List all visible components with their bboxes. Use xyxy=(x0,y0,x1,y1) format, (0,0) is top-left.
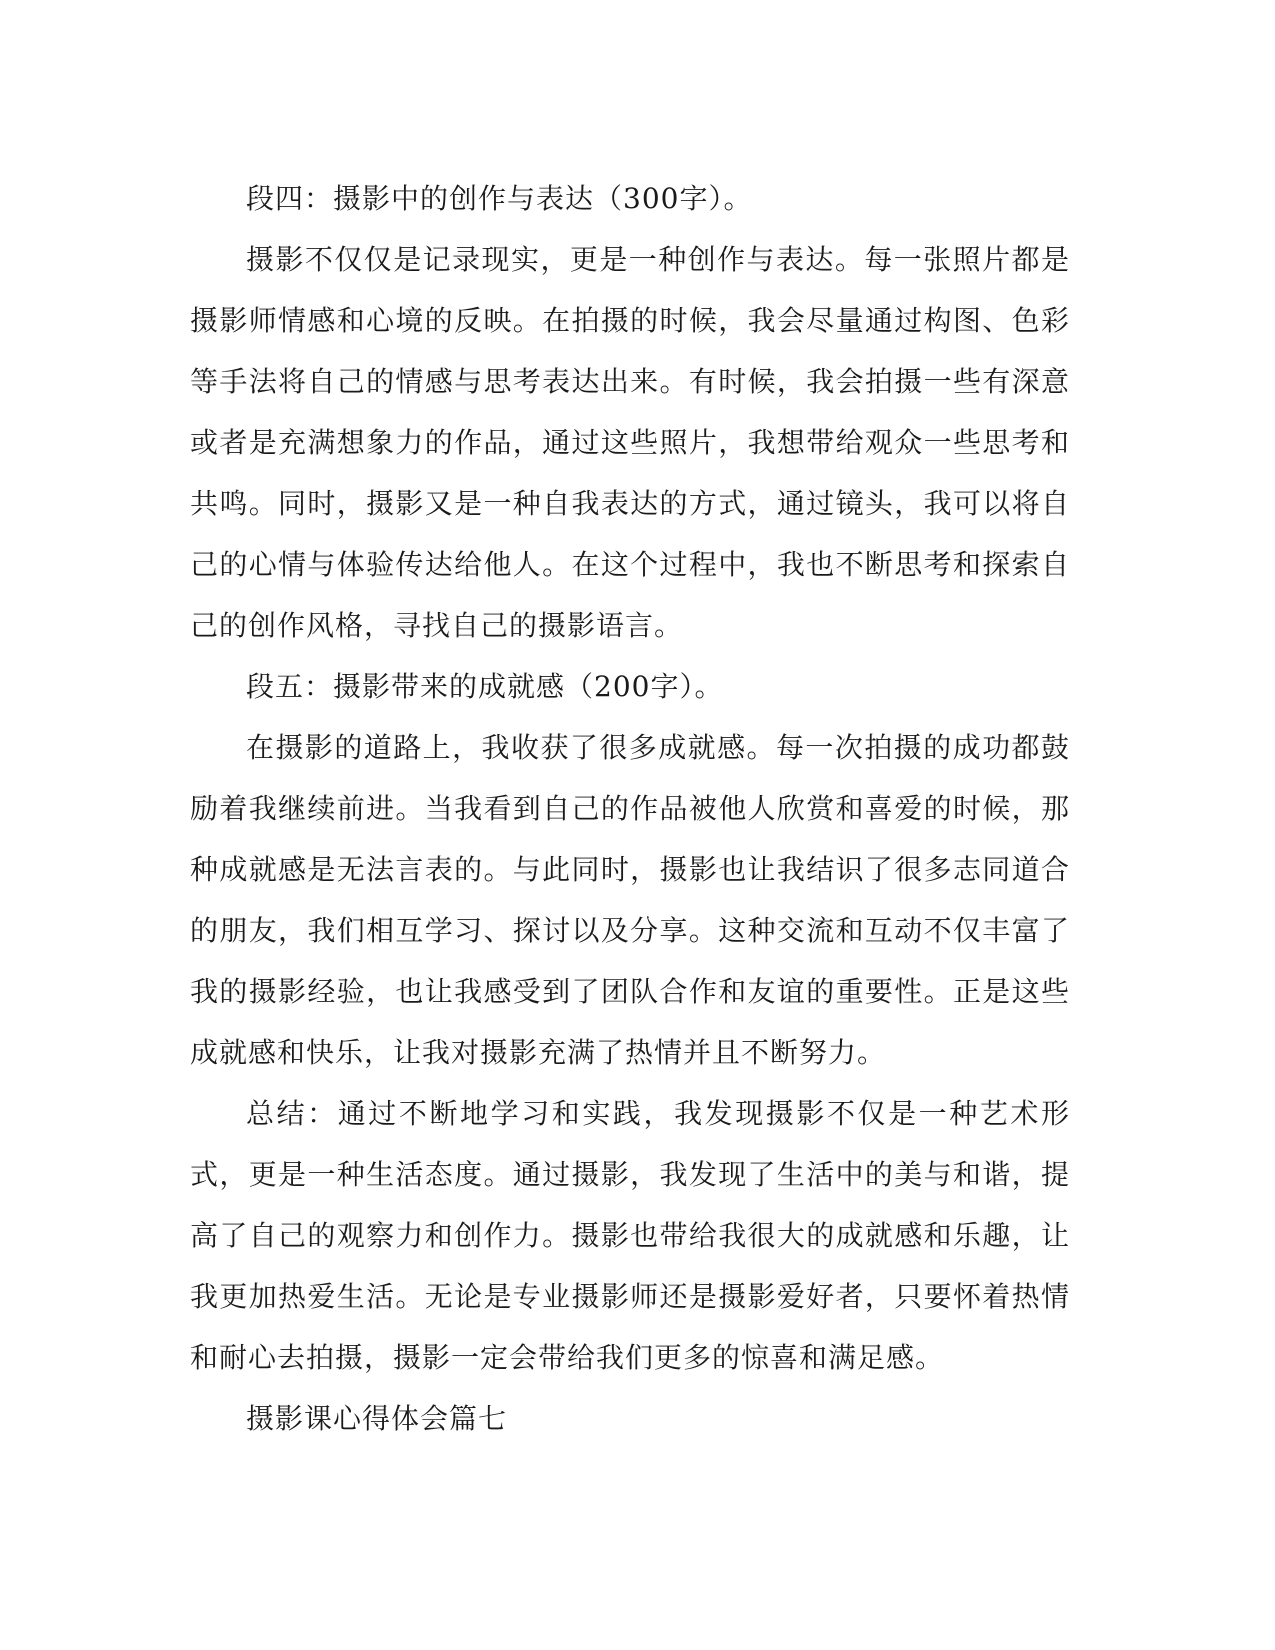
document-body xyxy=(190,168,1070,1449)
section-heading-4: 段四：摄影中的创作与表达（300字）。 xyxy=(246,182,753,215)
body-paragraph: 在摄影的道路上，我收获了很多成就感。每一次拍摄的成功都鼓励着我继续前进。当我看到自己的作品被他人欣赏和喜爱的时候，那种成就感是无法言表的。与此同时，摄影也让我结识了很多志同道合的朋友，我们相互学习、探讨以及分享。这种交流和互动不仅丰富了我的摄影经验，也让我感受到了团队合作和友谊的重要性。正是这些成就感和快乐，让我对摄影充满了热情并且不断努力。 xyxy=(190,731,1070,1069)
body-paragraph: 摄影不仅仅是记录现实，更是一种创作与表达。每一张照片都是摄影师情感和心境的反映。在拍摄的时候，我会尽量通过构图、色彩等手法将自己的情感与思考表达出来。有时候，我会拍摄一些有深意或者是充满想象力的作品，通过这些照片，我想带给观众一些思考和共鸣。同时，摄影又是一种自我表达的方式，通过镜头，我可以将自己的心情与体验传达给他人。在这个过程中，我也不断思考和探索自己的创作风格，寻找自己的摄影语言。 xyxy=(190,243,1070,642)
section-heading-5: 段五：摄影带来的成就感（200字）。 xyxy=(246,670,724,703)
chapter-title: 摄影课心得体会篇七 xyxy=(246,1402,508,1435)
summary-paragraph: 总结：通过不断地学习和实践，我发现摄影不仅是一种艺术形式，更是一种生活态度。通过摄影，我发现了生活中的美与和谐，提高了自己的观察力和创作力。摄影也带给我很大的成就感和乐趣，让我更加热爱生活。无论是专业摄影师还是摄影爱好者，只要怀着热情和耐心去拍摄，摄影一定会带给我们更多的惊喜和满足感。 xyxy=(190,1097,1070,1374)
